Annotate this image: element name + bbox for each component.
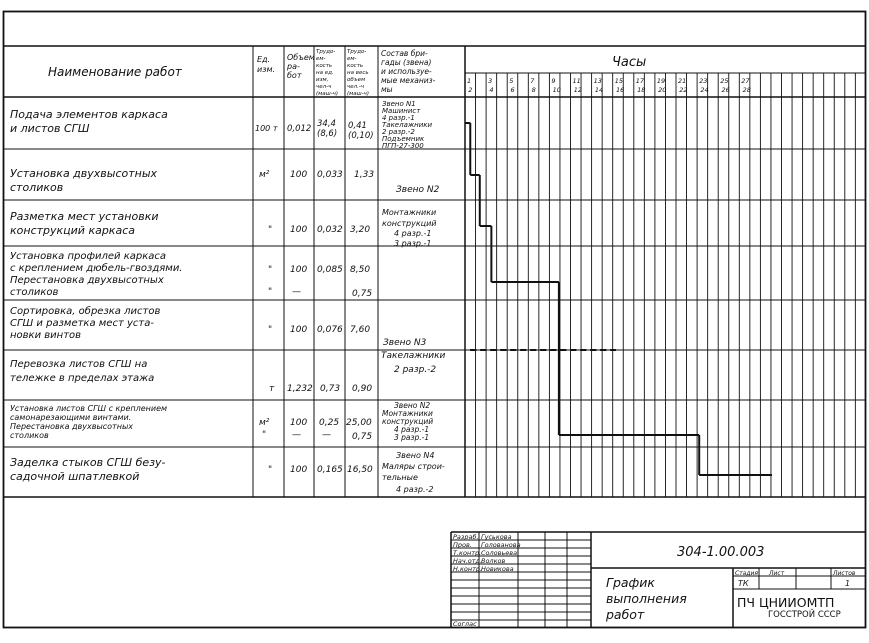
hours-title: Часы bbox=[612, 55, 647, 70]
volume: 100 bbox=[290, 325, 308, 335]
work-name: Подача элементов каркаса и листов СГШ bbox=[10, 108, 168, 135]
work-name: Разметка мест установки конструкций каркаса bbox=[10, 210, 159, 237]
labor-total: 0,90 bbox=[352, 384, 373, 394]
table-row bbox=[10, 108, 374, 141]
col-header-work-name: Наименование работ bbox=[48, 65, 182, 79]
labor-per-unit: 0,033 bbox=[317, 170, 343, 180]
crew-entry: Звено N2 bbox=[396, 185, 440, 195]
signature-role: Соглас bbox=[453, 620, 477, 628]
hour-label: 26 bbox=[721, 86, 730, 94]
signature-role: Пров. bbox=[453, 541, 472, 549]
labor-total: 3,20 bbox=[350, 225, 371, 235]
hour-label: 18 bbox=[637, 86, 646, 94]
col-header-labor-total: Трудо- ем- кость на весь объем чел.-ч (маш-ч) bbox=[347, 49, 370, 97]
sheets-value: 1 bbox=[845, 579, 851, 588]
crew-entry: Звено N4 Маляры строи- тельные 4 разр.-2 bbox=[382, 451, 445, 494]
unit: т bbox=[269, 384, 275, 394]
unit: " bbox=[268, 465, 273, 475]
crew-entry: Звено N2 Монтажники конструкций 4 разр.-1 3 разр.-1 bbox=[382, 401, 434, 442]
unit: " " bbox=[268, 265, 273, 297]
signature-name: Новикова bbox=[481, 565, 514, 573]
hour-label: 17 bbox=[635, 77, 645, 85]
col-header-labor-per-unit: Трудо- ем- кость на ед. изм, чел-ч (маш-ч) bbox=[316, 49, 339, 97]
col-header-crew: Состав бри- гады (звена) и используе- мые механиз- мы bbox=[381, 49, 436, 94]
document-code: 304-1.00.003 bbox=[677, 545, 765, 560]
hour-label: 9 bbox=[551, 77, 556, 85]
labor-per-unit: 0,032 bbox=[317, 225, 343, 235]
hour-label: 8 bbox=[531, 86, 536, 94]
work-name: Установка листов СГШ с креплением самонарезающими винтами. Перестановка двухвысотных столиков bbox=[10, 404, 168, 440]
table-row bbox=[10, 359, 372, 394]
labor-per-unit: 0,25 — bbox=[319, 418, 340, 440]
hour-label: 21 bbox=[678, 77, 687, 85]
hour-label: 1 bbox=[467, 77, 472, 85]
table-row bbox=[10, 251, 373, 299]
hour-label: 5 bbox=[509, 77, 514, 85]
gantt-bars bbox=[465, 123, 772, 475]
labor-per-unit: 0,085 bbox=[317, 265, 343, 275]
labor-total: 1,33 bbox=[354, 170, 375, 180]
labor-per-unit: 0,165 bbox=[317, 465, 343, 475]
labor-total: 16,50 bbox=[347, 465, 373, 475]
hour-label: 24 bbox=[700, 86, 709, 94]
hour-label: 10 bbox=[552, 86, 561, 94]
table-row bbox=[10, 404, 375, 442]
work-name: Перевозка листов СГШ на тележке в пределах этажа bbox=[10, 359, 155, 384]
labor-per-unit: 34,4 (8,6) bbox=[317, 119, 338, 139]
sheet-label: Лист bbox=[769, 570, 785, 577]
stage-value: ТК bbox=[738, 579, 749, 588]
organization-name: ПЧ ЦНИИОМТП ГОССТРОЙ СССР bbox=[737, 595, 841, 620]
work-name: Сортировка, обрезка листов СГШ и разметка мест уста- новки винтов bbox=[10, 306, 161, 341]
hour-label: 6 bbox=[510, 86, 515, 94]
work-name: Установка профилей каркаса с креплением дюбель-гвоздями. Перестановка двухвысотных столиков bbox=[10, 251, 183, 298]
work-name: Установка двухвысотных столиков bbox=[10, 167, 158, 194]
crew-entry: Звено N3 Такелажники 2 разр.-2 bbox=[381, 338, 446, 375]
col-header-unit: Ед. изм. bbox=[257, 55, 276, 74]
hour-label: 19 bbox=[656, 77, 666, 85]
volume: 100 bbox=[290, 170, 308, 180]
col-header-volume: Объем ра- бот bbox=[287, 53, 315, 80]
unit: 100 т bbox=[255, 124, 278, 133]
signature-name: Голованова bbox=[481, 541, 521, 549]
labor-total: 25,00 0,75 bbox=[346, 418, 373, 442]
signature-role: Нач.отд. bbox=[453, 557, 483, 565]
hour-label: 16 bbox=[615, 86, 625, 94]
volume: 0,012 bbox=[287, 124, 312, 134]
hour-label: 15 bbox=[614, 77, 623, 85]
labor-total: 7,60 bbox=[350, 325, 371, 335]
hour-label: 7 bbox=[530, 77, 535, 85]
work-name: Заделка стыков СГШ безу- садочной шпатлевкой bbox=[10, 456, 166, 483]
unit: " bbox=[268, 225, 273, 235]
title-block bbox=[451, 532, 866, 628]
signature-role: Т.контр. bbox=[453, 549, 482, 557]
hour-label: 3 bbox=[488, 77, 493, 85]
table-row bbox=[10, 167, 374, 194]
labor-per-unit: 0,73 bbox=[320, 384, 341, 394]
table-row bbox=[10, 305, 370, 341]
volume: 100 bbox=[290, 225, 308, 235]
unit: м² " bbox=[259, 418, 270, 440]
labor-total: 0,41 (0,10) bbox=[348, 121, 374, 141]
table-row bbox=[10, 456, 373, 483]
stage-label: Стадия bbox=[735, 570, 759, 577]
hour-label: 4 bbox=[489, 86, 494, 94]
hour-label: 12 bbox=[573, 86, 583, 94]
sheets-label: Листов bbox=[833, 570, 856, 577]
crew-column bbox=[381, 100, 448, 494]
hour-label: 27 bbox=[741, 77, 750, 85]
table-row bbox=[10, 210, 370, 237]
crew-entry: Монтажники конструкций 4 разр.-1 3 разр.-1 bbox=[382, 208, 437, 248]
signature-name: Волков bbox=[481, 557, 506, 565]
labor-per-unit: 0,076 bbox=[317, 325, 343, 335]
hour-label: 25 bbox=[720, 77, 729, 85]
hour-label: 2 bbox=[468, 86, 473, 94]
hour-label: 23 bbox=[699, 77, 708, 85]
volume: 1,232 bbox=[287, 384, 313, 394]
labor-total: 8,50 0,75 bbox=[350, 265, 373, 299]
document-title: График выполнения работ bbox=[606, 575, 687, 622]
signature-name: Соловьева bbox=[481, 549, 518, 557]
signature-role: Н.контр. bbox=[453, 565, 483, 573]
hour-labels bbox=[467, 77, 751, 94]
signature-name: Гуськова bbox=[481, 533, 512, 541]
hour-label: 14 bbox=[594, 86, 604, 94]
hour-label: 28 bbox=[742, 86, 751, 94]
volume: 100 bbox=[290, 465, 308, 475]
unit: м² bbox=[259, 170, 270, 180]
hour-label: 20 bbox=[658, 86, 667, 94]
volume: 100 — bbox=[290, 265, 308, 297]
volume: 100 — bbox=[290, 418, 308, 440]
signature-role: Разраб. bbox=[453, 533, 479, 541]
unit: " bbox=[268, 325, 273, 335]
crew-entry: Звено N1 Машинист 4 разр.-1 Такелажники 2 разр.-2 Подъемник ПГП-27-300 bbox=[382, 100, 433, 150]
hour-label: 11 bbox=[572, 77, 581, 85]
hour-label: 22 bbox=[679, 86, 688, 94]
hour-label: 13 bbox=[593, 77, 602, 85]
